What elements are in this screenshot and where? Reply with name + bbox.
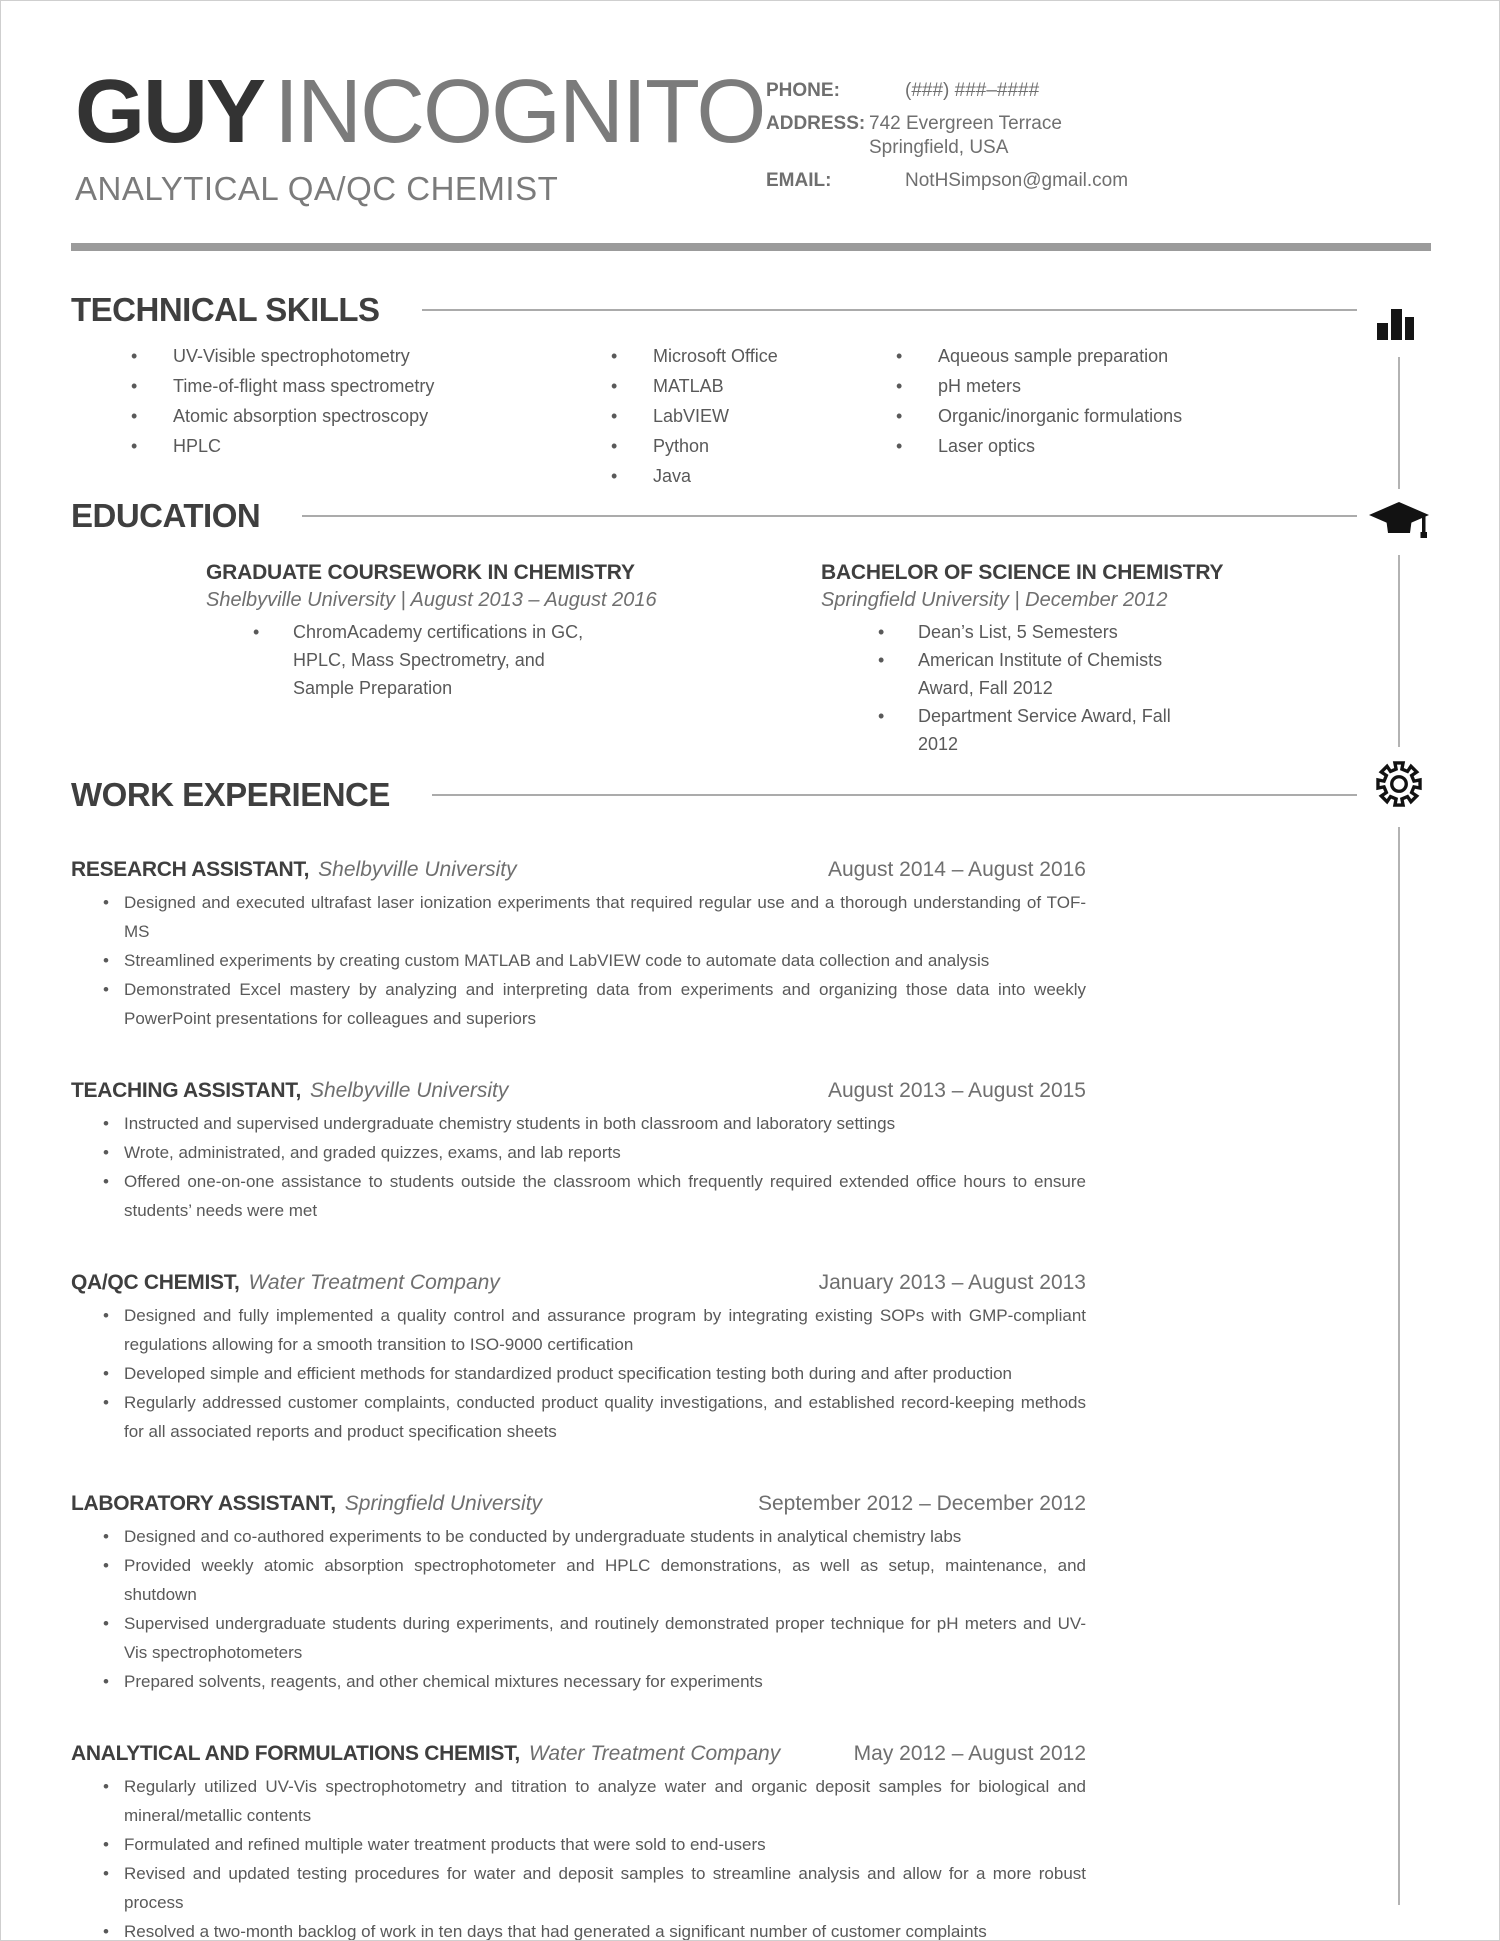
education-bullet: • Dean’s List, 5 Semesters: [878, 618, 1201, 646]
education-bullet: • ChromAcademy certifications in GC, HPLC, Mass Spectrometry, and Sample Preparation: [253, 618, 606, 702]
job-bullet: • Wrote, administrated, and graded quizzes, exams, and lab reports: [103, 1138, 1086, 1167]
job-bullet-list: [103, 1301, 1086, 1446]
job-bullet: • Offered one-on-one assistance to students outside the classroom which frequently required extended office hours to ensure students’ needs were met: [103, 1167, 1086, 1225]
skills-list: [896, 341, 1499, 461]
job-company: Springfield University: [344, 1492, 543, 1515]
school-and-dates: Springfield University | December 2012: [821, 589, 1168, 611]
job-dates: August 2013 – August 2015: [827, 1079, 1086, 1102]
skill-item: • Python: [611, 431, 896, 461]
job-header: [71, 1492, 1086, 1516]
skill-item: • Time-of-flight mass spectrometry: [131, 371, 546, 401]
graduation-cap-icon: [1367, 502, 1431, 545]
job-entries: [71, 858, 1086, 1941]
skills-columns: [1, 341, 1499, 491]
rail-connector-line-1: [1398, 357, 1400, 489]
job-dates: January 2013 – August 2013: [818, 1271, 1086, 1294]
skill-item: • HPLC: [131, 431, 546, 461]
phone-value: (###) ###–####: [905, 80, 1040, 101]
job-header: [71, 1271, 1086, 1295]
skills-column: [611, 341, 896, 491]
job-title: ANALYTICAL AND FORMULATIONS CHEMIST,: [71, 1742, 520, 1765]
job-bullet: • Revised and updated testing procedures for water and deposit samples to streamline analysis and allow for a more robust process: [103, 1859, 1086, 1917]
job-bullet: • Supervised undergraduate students during experiments, and routinely demonstrated proper technique for pH meters and UV-Vis spectrophotometers: [103, 1609, 1086, 1667]
skill-item: • MATLAB: [611, 371, 896, 401]
job-bullet: • Demonstrated Excel mastery by analyzing and interpreting data from experiments and organizing those data into weekly PowerPoint presentations for colleagues and superiors: [103, 975, 1086, 1033]
job-entry: [71, 858, 1086, 1033]
job-bullet: • Regularly utilized UV-Vis spectrophotometry and titration to analyze water and organic deposit samples for biological and mineral/metallic contents: [103, 1772, 1086, 1830]
education-title: EDUCATION: [71, 497, 261, 534]
skill-item: • UV-Visible spectrophotometry: [131, 341, 546, 371]
section-heading-skills: [71, 291, 1357, 329]
education-entry: [206, 561, 657, 758]
phone-label: PHONE:: [766, 80, 840, 101]
skills-list: [611, 341, 896, 491]
job-bullet: • Regularly addressed customer complaints, conducted product quality investigations, and established record-keeping methods for all associated reports and product specification sheets: [103, 1388, 1086, 1446]
person-name: [75, 62, 1429, 162]
job-dates: May 2012 – August 2012: [853, 1742, 1086, 1765]
job-bullet: • Streamlined experiments by creating custom MATLAB and LabVIEW code to automate data collection and analysis: [103, 946, 1086, 975]
job-company: Water Treatment Company: [248, 1271, 500, 1294]
last-name: INCOGNITO: [274, 62, 765, 162]
skills-column: [131, 341, 546, 491]
experience-heading-rule: [432, 794, 1357, 796]
job-bullet-list: [103, 1109, 1086, 1225]
address-line-1: 742 Evergreen Terrace: [869, 113, 1062, 134]
header: [75, 62, 1429, 243]
job-bullet: • Formulated and refined multiple water treatment products that were sold to end-users: [103, 1830, 1086, 1859]
skills-column: [896, 341, 1499, 491]
job-bullet: • Resolved a two-month backlog of work in ten days that had generated a significant number of customer complaints: [103, 1917, 1086, 1941]
experience-title: WORK EXPERIENCE: [71, 776, 390, 813]
skill-item: • Aqueous sample preparation: [896, 341, 1499, 371]
job-title: RESEARCH ASSISTANT,: [71, 858, 310, 881]
contact-address-row: [766, 112, 1128, 160]
address-line-2: Springfield, USA: [869, 137, 1009, 158]
contact-email-row: [766, 169, 1128, 193]
job-header: [71, 1079, 1086, 1103]
degree-title: BACHELOR OF SCIENCE IN CHEMISTRY: [821, 561, 1224, 584]
job-header: [71, 858, 1086, 882]
skills-title: TECHNICAL SKILLS: [71, 291, 380, 328]
rail-connector-line-3: [1398, 827, 1400, 1905]
job-bullet-list: [103, 1522, 1086, 1696]
job-title: QA/QC CHEMIST,: [71, 1271, 240, 1294]
job-bullet-list: [103, 888, 1086, 1033]
address-label: ADDRESS:: [766, 113, 866, 134]
education-entry: [821, 561, 1224, 758]
job-title: TEACHING ASSISTANT,: [71, 1079, 301, 1102]
job-bullet: • Designed and fully implemented a quality control and assurance program by integrating existing SOPs with GMP-compliant regulations allowing for a smooth transition to ISO-9000 certification: [103, 1301, 1086, 1359]
skill-item: • Java: [611, 461, 896, 491]
job-bullet: • Designed and executed ultrafast laser ionization experiments that required regular use and a thorough understanding of TOF-MS: [103, 888, 1086, 946]
job-company: Water Treatment Company: [528, 1742, 781, 1765]
job-entry: [71, 1492, 1086, 1696]
header-divider: [71, 243, 1431, 251]
job-company: Shelbyville University: [318, 858, 517, 881]
section-heading-experience: [71, 776, 1357, 814]
section-heading-education: [71, 497, 1357, 535]
job-dates: August 2014 – August 2016: [827, 858, 1086, 881]
education-bullet-list: [253, 618, 606, 702]
skill-item: • Atomic absorption spectroscopy: [131, 401, 546, 431]
job-entry: [71, 1742, 1086, 1941]
degree-title: GRADUATE COURSEWORK IN CHEMISTRY: [206, 561, 635, 584]
skill-item: • Laser optics: [896, 431, 1499, 461]
job-company: Shelbyville University: [309, 1079, 509, 1102]
job-bullet: • Provided weekly atomic absorption spectrophotometer and HPLC demonstrations, as well as setup, maintenance, and shutdown: [103, 1551, 1086, 1609]
education-bullet-list: [878, 618, 1201, 758]
job-header: [71, 1742, 1086, 1766]
job-title: LABORATORY ASSISTANT,: [71, 1492, 336, 1515]
education-heading-rule: [302, 515, 1357, 517]
skill-item: • Microsoft Office: [611, 341, 896, 371]
skill-item: • Organic/inorganic formulations: [896, 401, 1499, 431]
school-and-dates: Shelbyville University | August 2013 – August 2016: [206, 589, 657, 611]
job-bullet-list: [103, 1772, 1086, 1941]
job-entry: [71, 1271, 1086, 1446]
job-bullet: • Instructed and supervised undergraduate chemistry students in both classroom and laboratory settings: [103, 1109, 1086, 1138]
contact-block: [766, 79, 1128, 202]
skill-item: • LabVIEW: [611, 401, 896, 431]
contact-phone-row: [766, 79, 1128, 103]
bar-chart-icon: [1377, 306, 1416, 347]
first-name: GUY: [75, 62, 265, 162]
job-entry: [71, 1079, 1086, 1225]
address-value: [869, 112, 1062, 160]
email-label: EMAIL:: [766, 170, 832, 191]
education-bullet: • Department Service Award, Fall 2012: [878, 702, 1201, 758]
skills-heading-rule: [422, 309, 1357, 311]
job-bullet: • Developed simple and efficient methods for standardized product specification testing both during and after production: [103, 1359, 1086, 1388]
education-bullet: • American Institute of Chemists Award, Fall 2012: [878, 646, 1201, 702]
gear-icon: [1376, 761, 1422, 812]
job-bullet: • Prepared solvents, reagents, and other chemical mixtures necessary for experiments: [103, 1667, 1086, 1696]
skills-list: [131, 341, 546, 461]
job-bullet: • Designed and co-authored experiments to be conducted by undergraduate students in analytical chemistry labs: [103, 1522, 1086, 1551]
skill-item: • pH meters: [896, 371, 1499, 401]
email-value: NotHSimpson@gmail.com: [905, 170, 1129, 191]
job-headline: ANALYTICAL QA/QC CHEMIST: [75, 169, 559, 207]
education-entries: [1, 561, 1499, 758]
job-dates: September 2012 – December 2012: [757, 1492, 1086, 1515]
rail-connector-line-2: [1398, 555, 1400, 747]
